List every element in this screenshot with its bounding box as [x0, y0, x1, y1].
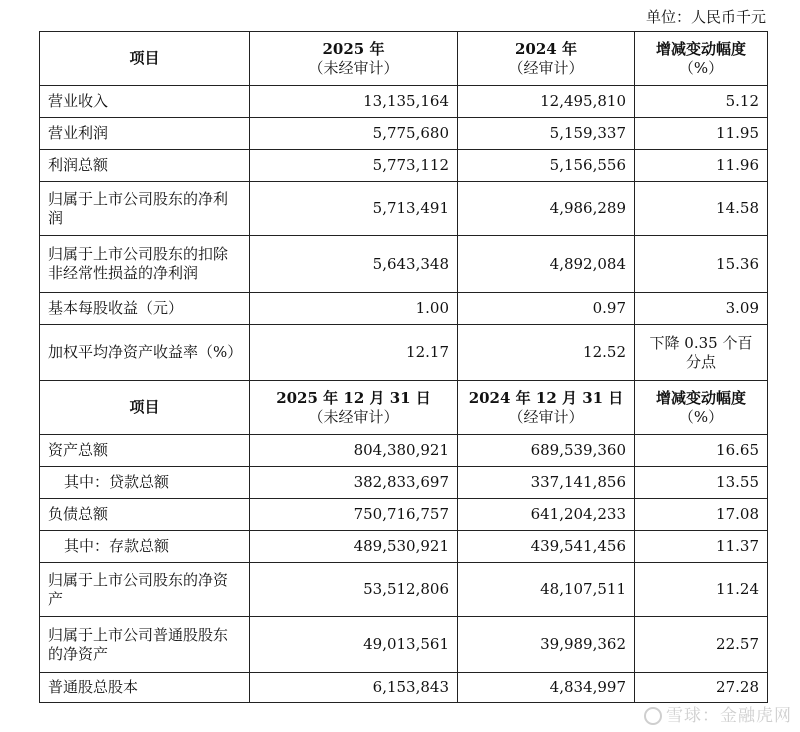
change-value: 27.28: [635, 673, 768, 703]
header-2025-note: （未经审计）: [308, 58, 399, 77]
header-item: 项目: [40, 32, 250, 86]
change-value: 16.65: [635, 435, 768, 467]
row-label: 资产总额: [40, 435, 250, 467]
header-2025-note: （未经审计）: [308, 407, 399, 426]
value-2024: 0.97: [458, 293, 635, 325]
snowball-logo-icon: [644, 707, 662, 725]
row-label: 归属于上市公司股东的扣除非经常性损益的净利润: [40, 236, 250, 293]
value-2024: 12,495,810: [458, 86, 635, 118]
table-row: [40, 118, 768, 150]
value-2025: 5,775,680: [250, 118, 458, 150]
header-2024: [458, 32, 635, 86]
row-label: 基本每股收益（元）: [40, 293, 250, 325]
header-change: [635, 32, 768, 86]
value-2025: 382,833,697: [250, 467, 458, 499]
value-2024: 5,159,337: [458, 118, 635, 150]
header-2024-year: 2024 年: [515, 39, 577, 58]
value-2025: 5,713,491: [250, 182, 458, 236]
table-row: [40, 617, 768, 673]
unit-label: 单位：人民币千元: [645, 8, 766, 26]
value-2025: 6,153,843: [250, 673, 458, 703]
watermark-text: 雪球：金融虎网: [666, 706, 792, 726]
table-row: [40, 182, 768, 236]
table-row: [40, 531, 768, 563]
table-header-row-balance: [40, 381, 768, 435]
row-label: 负债总额: [40, 499, 250, 531]
header-change-unit: （%）: [678, 58, 724, 77]
value-2025: 5,643,348: [250, 236, 458, 293]
row-label: 营业利润: [40, 118, 250, 150]
financial-summary-table: [39, 31, 768, 703]
header-2024-note: （经审计）: [508, 58, 584, 77]
change-value: 13.55: [635, 467, 768, 499]
header-2025-date-text: 2025 年 12 月 31 日: [276, 388, 431, 407]
table-row: [40, 563, 768, 617]
value-2024: 39,989,362: [458, 617, 635, 673]
table-row: [40, 467, 768, 499]
row-label: 营业收入: [40, 86, 250, 118]
watermark: [644, 701, 792, 726]
row-label: 归属于上市公司股东的净利润: [40, 182, 250, 236]
change-value: 17.08: [635, 499, 768, 531]
value-2025: 13,135,164: [250, 86, 458, 118]
table-row: [40, 435, 768, 467]
value-2024: 4,834,997: [458, 673, 635, 703]
change-value: 15.36: [635, 236, 768, 293]
header-2024-date: [458, 381, 635, 435]
value-2025: 53,512,806: [250, 563, 458, 617]
row-label: 利润总额: [40, 150, 250, 182]
table-row: [40, 325, 768, 381]
header-2025-year: 2025 年: [322, 39, 385, 58]
value-2025: 750,716,757: [250, 499, 458, 531]
value-2024: 337,141,856: [458, 467, 635, 499]
change-value: 11.95: [635, 118, 768, 150]
header-change-title: 增减变动幅度: [655, 388, 746, 407]
change-value: 22.57: [635, 617, 768, 673]
change-value: 5.12: [635, 86, 768, 118]
header-change-unit: （%）: [678, 407, 724, 426]
value-2025: 49,013,561: [250, 617, 458, 673]
value-2024: 4,892,084: [458, 236, 635, 293]
header-2024-date-text: 2024 年 12 月 31 日: [468, 388, 624, 407]
table-row: [40, 150, 768, 182]
table-row: [40, 86, 768, 118]
header-2024-note: （经审计）: [508, 407, 584, 426]
header-2025-date: [250, 381, 458, 435]
table-row: [40, 673, 768, 703]
header-item: 项目: [40, 381, 250, 435]
row-label: 其中：存款总额: [40, 531, 250, 563]
header-change: [635, 381, 768, 435]
change-value: 11.37: [635, 531, 768, 563]
value-2025: 1.00: [250, 293, 458, 325]
header-change-title: 增减变动幅度: [655, 39, 746, 58]
value-2024: 439,541,456: [458, 531, 635, 563]
row-label: 其中：贷款总额: [40, 467, 250, 499]
header-2025: [250, 32, 458, 86]
change-value: 14.58: [635, 182, 768, 236]
row-label: 普通股总股本: [40, 673, 250, 703]
table-header-row: [40, 32, 768, 86]
row-label: 归属于上市公司普通股股东的净资产: [40, 617, 250, 673]
value-2024: 12.52: [458, 325, 635, 381]
value-2025: 12.17: [250, 325, 458, 381]
value-2025: 804,380,921: [250, 435, 458, 467]
table-row: [40, 499, 768, 531]
value-2024: 5,156,556: [458, 150, 635, 182]
change-value: 下降 0.35 个百分点: [635, 325, 768, 381]
value-2024: 4,986,289: [458, 182, 635, 236]
value-2025: 489,530,921: [250, 531, 458, 563]
change-value: 11.96: [635, 150, 768, 182]
table-row: [40, 293, 768, 325]
value-2024: 48,107,511: [458, 563, 635, 617]
change-value: 3.09: [635, 293, 768, 325]
change-value: 11.24: [635, 563, 768, 617]
value-2025: 5,773,112: [250, 150, 458, 182]
value-2024: 641,204,233: [458, 499, 635, 531]
row-label: 归属于上市公司股东的净资产: [40, 563, 250, 617]
value-2024: 689,539,360: [458, 435, 635, 467]
table-row: [40, 236, 768, 293]
row-label: 加权平均净资产收益率（%）: [40, 325, 250, 381]
